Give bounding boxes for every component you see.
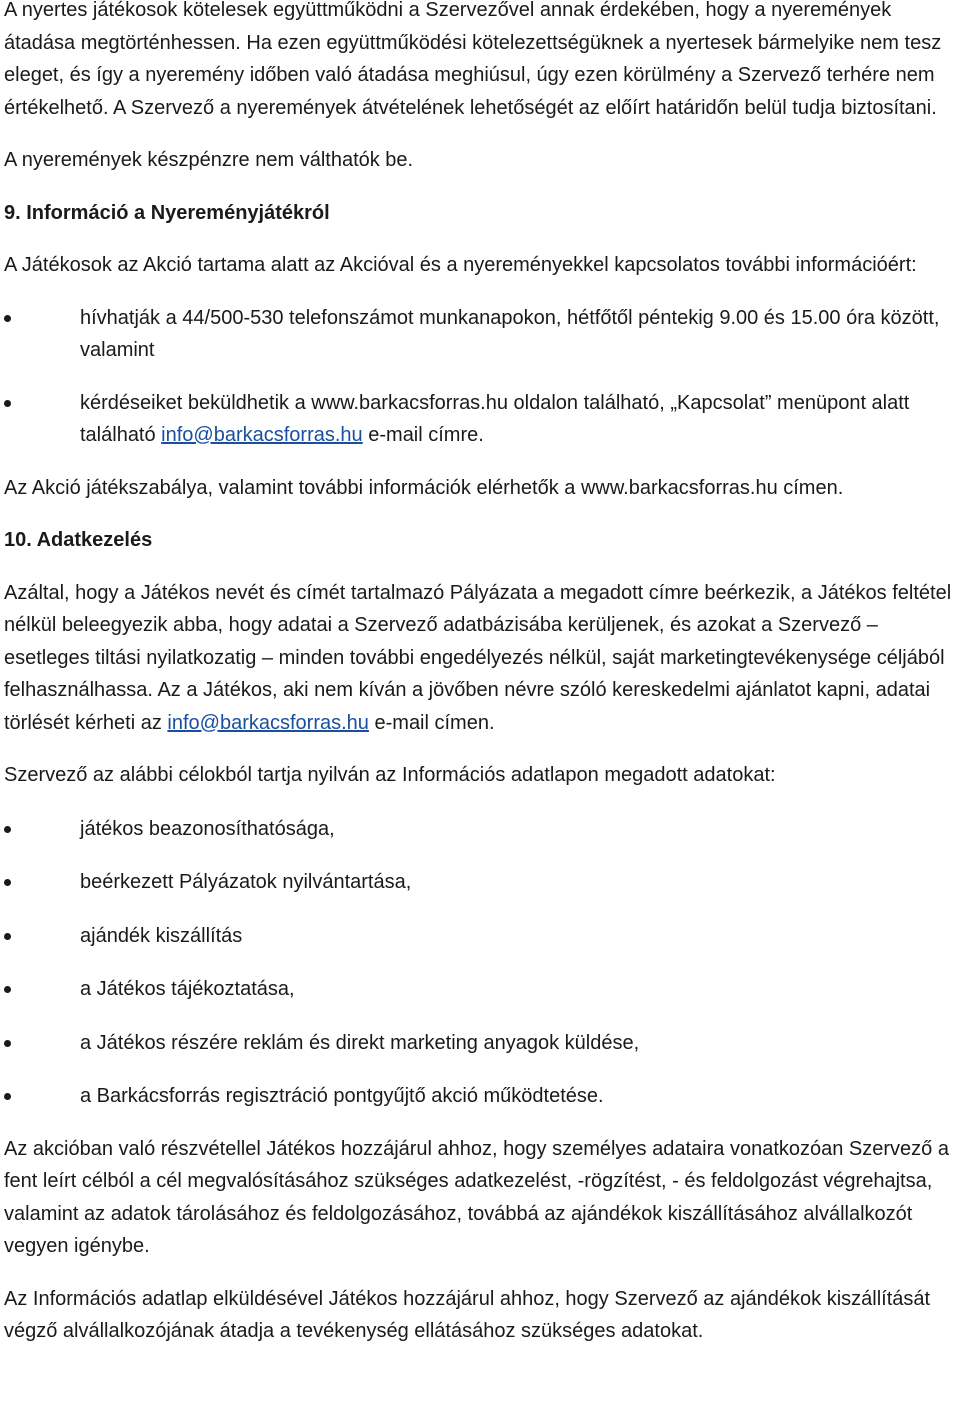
purposes-lead: Szervező az alábbi célokból tartja nyilván az Információs adatlapon megadott adatokat: [4,764,776,786]
bullet-icon [4,879,11,886]
intro-paragraph [4,0,960,124]
list-item [4,813,960,846]
section-9-heading: 9. Információ a Nyereményjátékról [4,201,330,224]
purposes-list [4,813,960,1113]
bullet-icon [4,1040,11,1047]
bullet-icon [4,826,11,833]
consent-suffix: e-mail címen. [368,711,495,734]
contact-email-link[interactable]: info@barkacsforras.hu [161,424,363,446]
purpose-text: beérkezett Pályázatok nyilvántartása, [80,871,412,893]
intro-text-a: A nyertes játékosok kötelesek együttműködni a Szervezővel annak érdekében, hogy a nyeremények átadása megtörténhessen. Ha ezen együttműködési kötelezettségüknek a nyertesek bármelyike nem tesz eleget, és így a nyeremény időben való átadása meghiúsul, úgy ezen körülmény a Szervező terhére nem értékelhető. [4,0,942,119]
list-item [4,1080,960,1113]
list-item [4,866,960,899]
subcontractor-paragraph: Az Információs adatlap elküldésével Játékos hozzájárul ahhoz, hogy Szervező az ajándékok kiszállítását végző alvállalkozójának átadja a tevékenység ellátásához szükséges adatokat. [4,1287,931,1342]
purpose-text: játékos beazonosíthatósága, [80,817,335,840]
deletion-email-link[interactable]: info@barkacsforras.hu [167,711,369,734]
bullet-icon [4,1093,11,1100]
bullet-icon [4,986,11,993]
phone-contact-text: hívhatják a 44/500-530 telefonszámot munkanapokon, hétfőtől péntekig 9.00 és 15.00 óra között, valamint [80,306,940,361]
bullet-icon [4,400,11,407]
email-contact-text: kérdéseiket beküldhetik a www.barkacsforras.hu oldalon található, „Kapcsolat” menüpont alatt található [80,391,910,446]
bullet-icon [4,315,11,322]
purpose-text: a Barkácsforrás regisztráció pontgyűjtő akció működtetése. [80,1085,604,1107]
email-contact-suffix: e-mail címre. [362,424,484,446]
purpose-text: a Játékos tájékoztatása, [80,978,295,1000]
list-item [4,387,960,452]
consent-text: Azáltal, hogy a Játékos nevét és címét tartalmazó Pályázata a megadott címre beérkezik, a Játékos feltétel nélkül beleegyezik abba, hogy adatai a Szervező adatbázisába kerüljenek, és azokat a Szervező – esetleges tiltási nyilatkozatig – minden további engedélyezés nélkül, saját marketingtevékenysége céljából felhasználhassa. Az a Játékos, aki nem kíván a jövőben névre szóló kereskedelmi ajánlatot kapni, adatai törlését kérheti az [4,581,952,734]
bullet-icon [4,933,11,940]
intro-text-b: A Szervező a nyeremények átvételének lehetőségét az előírt határidőn belül tudja biztosítani. [112,96,937,119]
consent-paragraph [4,577,960,740]
section-10-heading: 10. Adatkezelés [4,529,153,551]
list-item [4,1027,960,1060]
contact-list [4,302,960,452]
section-9-lead: A Játékosok az Akció tartama alatt az Akcióval és a nyereményekkel kapcsolatos további információért: [4,254,917,276]
purpose-text: a Játékos részére reklám és direkt marketing anyagok küldése, [80,1031,640,1054]
document-page [4,0,960,1348]
cash-notice: A nyeremények készpénzre nem válthatók be. [4,149,414,171]
list-item [4,302,960,367]
processing-paragraph: Az akcióban való részvétellel Játékos hozzájárul ahhoz, hogy személyes adataira vonatkozóan Szervező a fent leírt célból a cél megvalósításához szükséges adatkezelést, -rögzítést, - és feldolgozást végrehajtsa, valamint az adatok tárolásához és feldolgozásához, továbbá az ajándékok kiszállításához alvállalkozót vegyen igénybe. [4,1137,949,1257]
list-item [4,920,960,953]
section-9-closing: Az Akció játékszabálya, valamint további információk elérhetők a www.barkacsforras.hu címen. [4,476,844,499]
purpose-text: ajándék kiszállítás [80,924,243,947]
list-item [4,973,960,1006]
